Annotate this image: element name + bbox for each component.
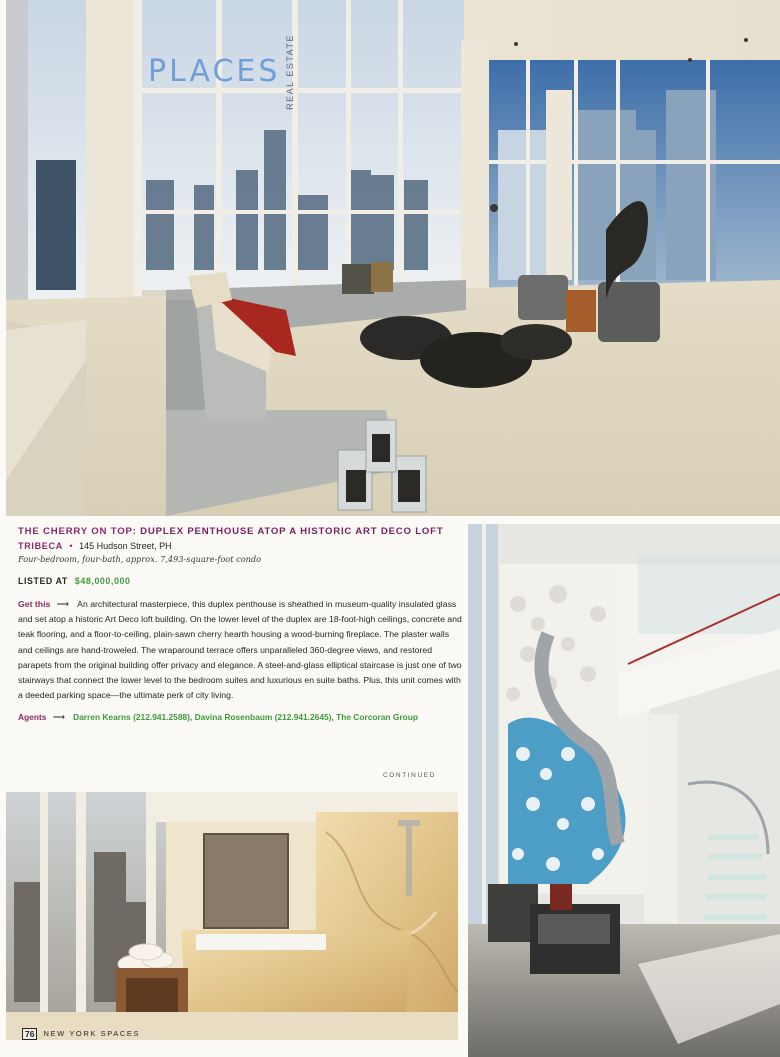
agents-names: Darren Kearns (212.941.2588), Davina Rosenbaum (212.941.2645), The Corcoran Group xyxy=(73,712,418,723)
bathroom-photo xyxy=(6,792,458,1040)
listing-agents xyxy=(18,711,464,723)
magazine-name: NEW YORK SPACES xyxy=(43,1029,141,1038)
agents-label: Agents xyxy=(18,712,47,723)
masthead-title: PLACES xyxy=(148,53,281,89)
location-separator: • xyxy=(69,541,73,551)
masthead-subtitle: REAL ESTATE xyxy=(285,34,296,110)
staircase-illustration xyxy=(468,524,780,1057)
listing-description xyxy=(18,597,464,703)
living-room-photo xyxy=(6,0,780,516)
listed-label: LISTED AT xyxy=(18,576,68,586)
listing-price-line xyxy=(18,575,464,587)
listing-location xyxy=(18,540,464,552)
staircase-photo xyxy=(468,524,780,1057)
bathroom-illustration xyxy=(6,792,458,1040)
page-folio xyxy=(22,1028,140,1040)
continued-label: CONTINUED xyxy=(382,772,436,779)
neighborhood: TRIBECA xyxy=(18,541,63,551)
address: 145 Hudson Street, PH xyxy=(79,541,172,551)
description-text: An architectural masterpiece, this duplex penthouse is sheathed in museum-quality insulated glass and set atop a historic Art Deco loft building. On the lower level of the duplex are 18-foot-high ceilings, concrete and teak flooring, and a floor-to-ceiling, plain-sawn cherry hearth housing a wood-burning fireplace. The plaster walls and ceilings are hand-troweled. The wraparound terrace offers unparalleled 360-degree views, and restored parapets from the original building offer privacy and elegance. A steel-and-glass elliptical staircase is just one of two stairways that connect the lower level to the bedroom suites and luxurious en suite baths. Plus, this unit comes with a deeded parking space—the ultimate perk of city living. xyxy=(18,599,462,701)
get-this-label: Get this xyxy=(18,599,51,609)
arrow-right-icon: ⟶ xyxy=(52,712,65,723)
headline-main: DUPLEX PENTHOUSE ATOP A HISTORIC ART DECO LOFT xyxy=(140,526,444,537)
listing-specs: Four-bedroom, four-bath, approx. 7,493-square-foot condo xyxy=(18,554,262,564)
arrow-right-icon: ⟶ xyxy=(56,599,70,609)
listing-text-panel xyxy=(18,526,464,788)
listing-price: $48,000,000 xyxy=(74,576,131,586)
headline-prefix: THE CHERRY ON TOP: xyxy=(18,526,137,537)
page-number: 76 xyxy=(22,1028,37,1040)
listing-headline xyxy=(18,526,464,538)
section-masthead xyxy=(148,34,295,110)
living-room-illustration xyxy=(6,0,780,516)
